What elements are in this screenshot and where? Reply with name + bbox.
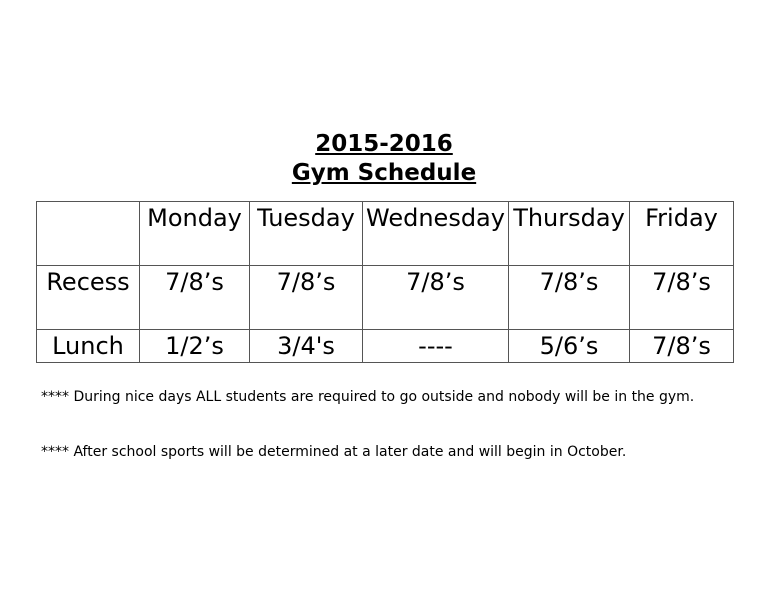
document-title-year: 2015-2016	[315, 131, 453, 157]
header-cell-monday: Monday	[140, 202, 250, 266]
recess-monday-cell: 7/8’s	[140, 266, 250, 330]
header-cell-tuesday: Tuesday	[250, 202, 363, 266]
note-after-school-sports: **** After school sports will be determined at a later date and will begin in October.	[41, 444, 627, 460]
header-cell-wednesday: Wednesday	[363, 202, 509, 266]
header-cell-thursday: Thursday	[509, 202, 630, 266]
row-label-recess: Recess	[37, 266, 140, 330]
table-row-recess	[37, 266, 734, 330]
document-title: Gym Schedule	[291, 160, 477, 186]
table-row-lunch	[37, 330, 734, 363]
header-cell-empty	[37, 202, 140, 266]
lunch-thursday-cell: 5/6’s	[509, 330, 630, 363]
header-cell-friday: Friday	[630, 202, 734, 266]
recess-tuesday-cell: 7/8’s	[250, 266, 363, 330]
recess-wednesday-cell: 7/8’s	[363, 266, 509, 330]
lunch-friday-cell: 7/8’s	[630, 330, 734, 363]
lunch-wednesday-cell: ----	[363, 330, 509, 363]
lunch-monday-cell: 1/2’s	[140, 330, 250, 363]
recess-friday-cell: 7/8’s	[630, 266, 734, 330]
gym-schedule-table	[36, 201, 734, 363]
lunch-tuesday-cell: 3/4's	[250, 330, 363, 363]
note-nice-days: **** During nice days ALL students are required to go outside and nobody will be in the gym.	[41, 389, 695, 405]
table-header-row	[37, 202, 734, 266]
row-label-lunch: Lunch	[37, 330, 140, 363]
recess-thursday-cell: 7/8’s	[509, 266, 630, 330]
